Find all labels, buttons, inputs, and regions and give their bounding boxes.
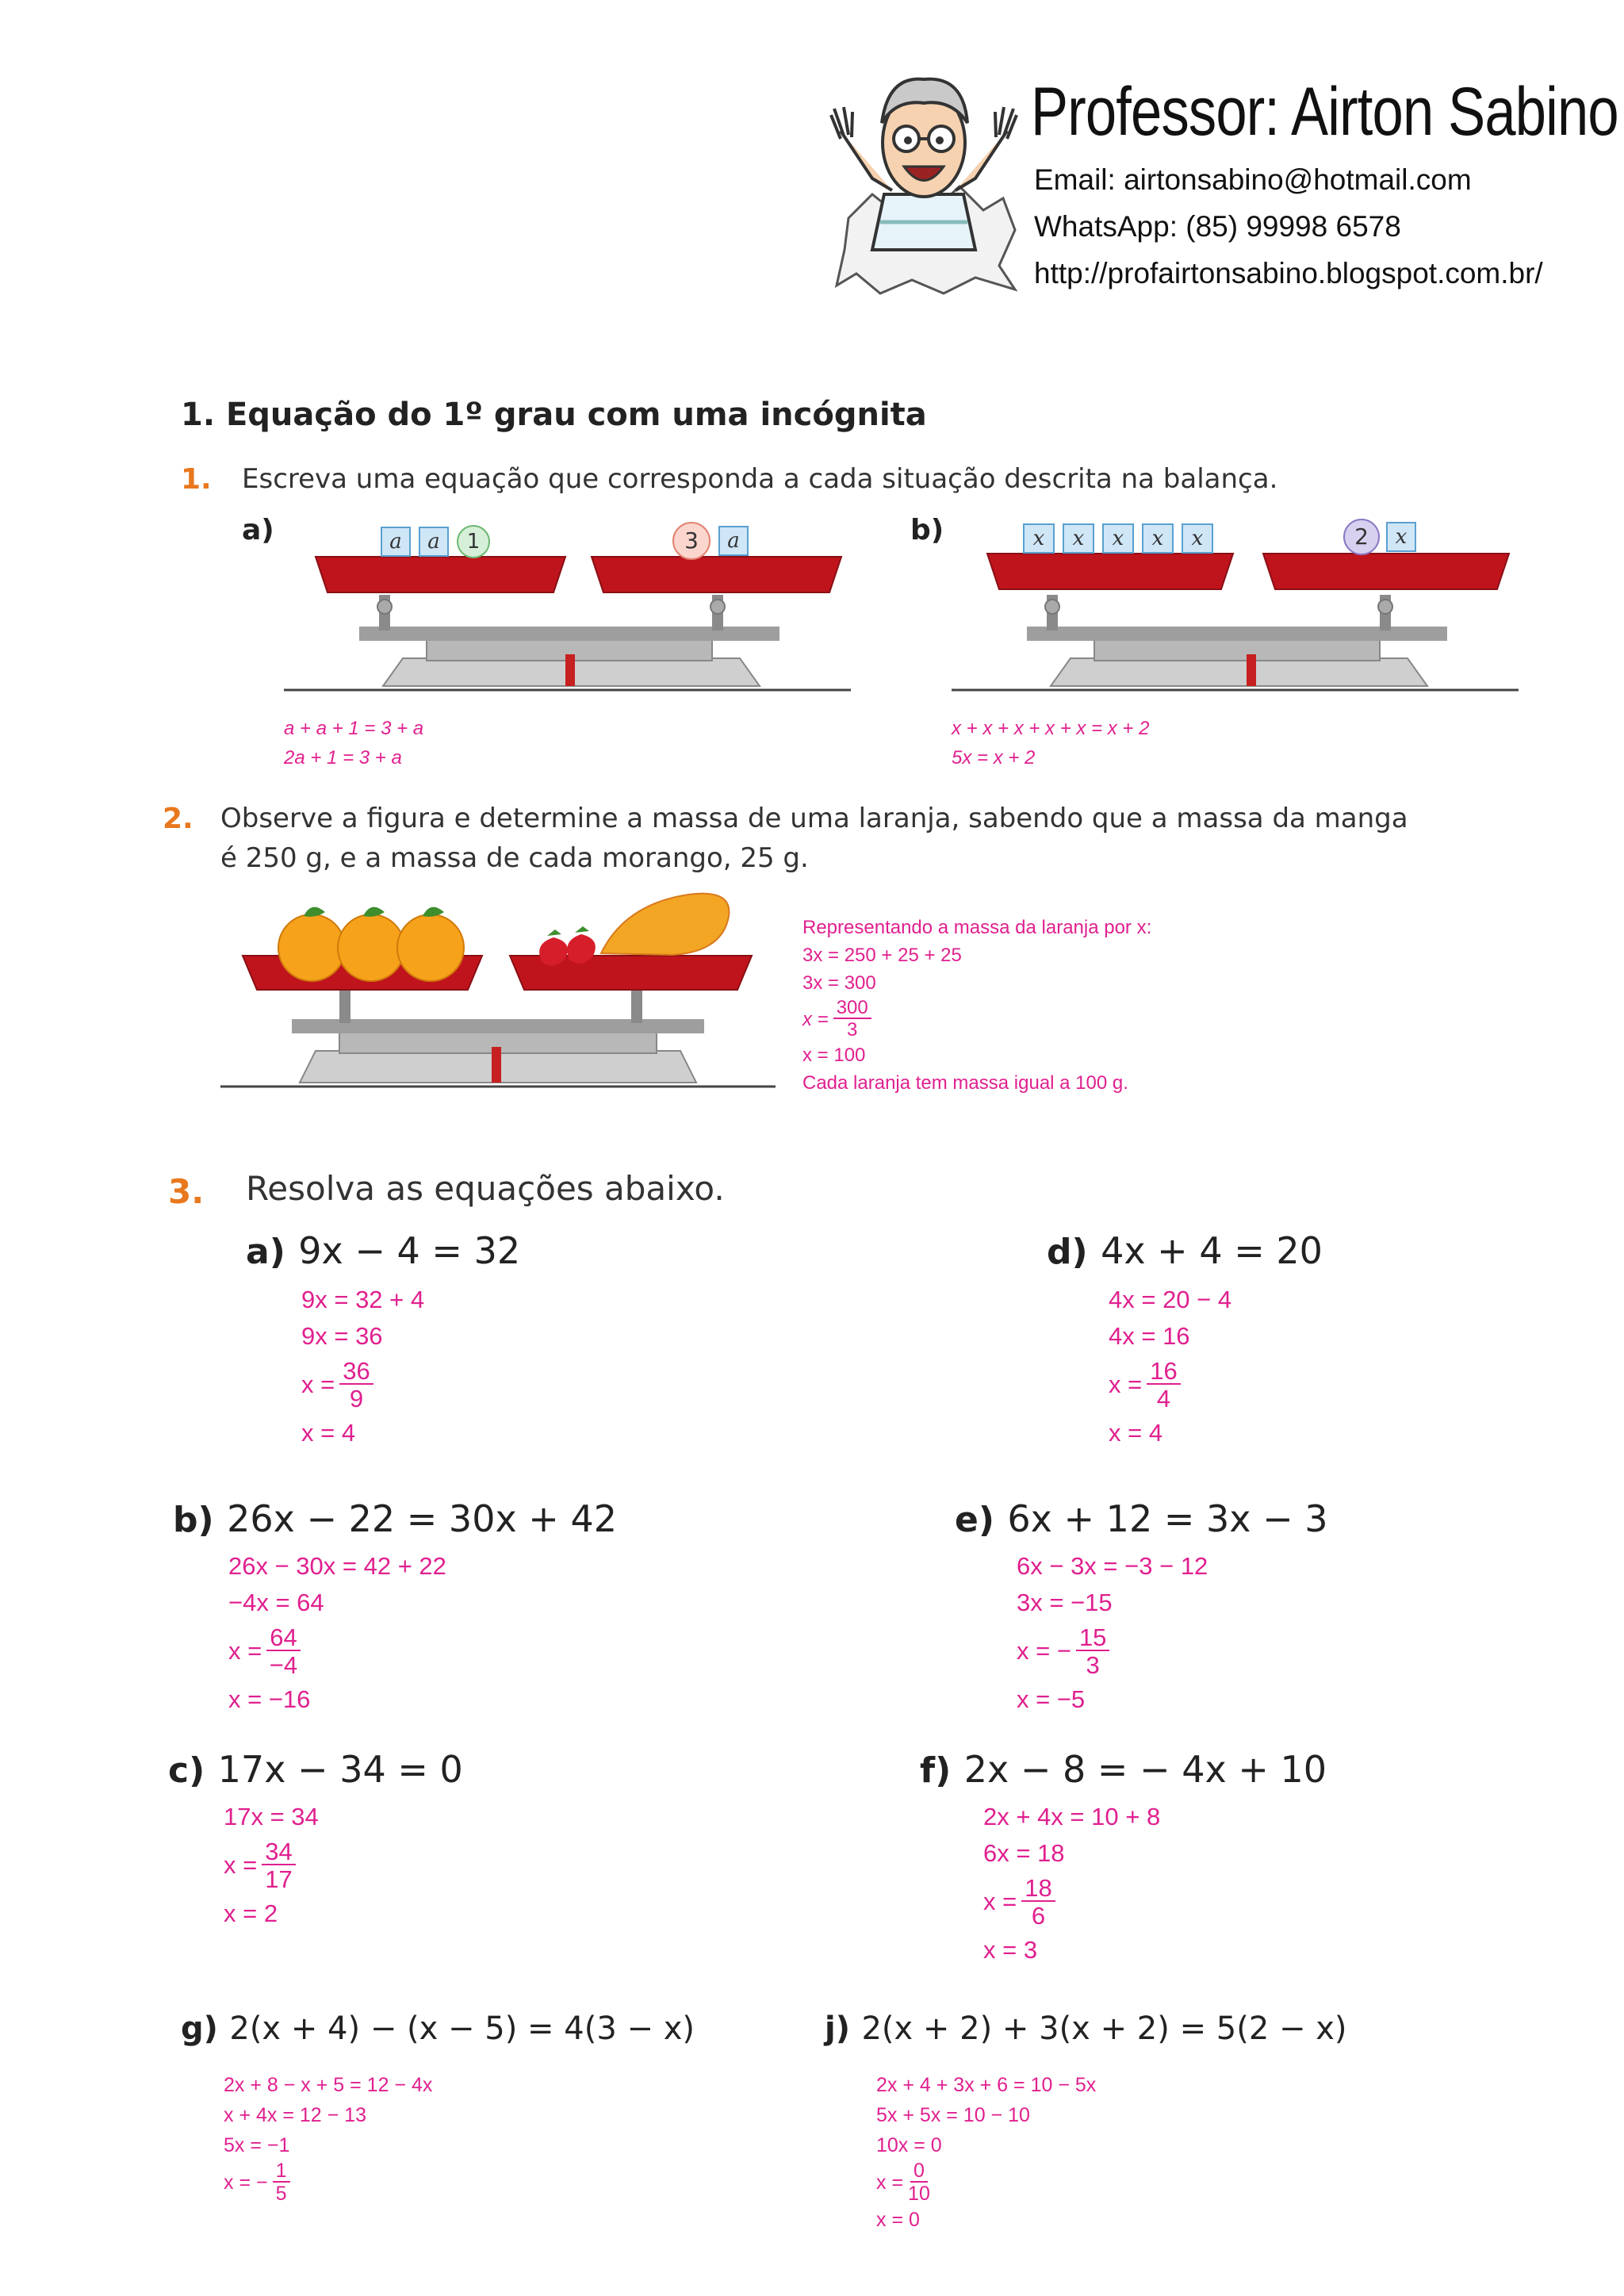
solution-line: x = −16 (228, 1685, 311, 1713)
cartoon-teacher-icon (817, 59, 1031, 297)
item-weight: 1 (457, 525, 490, 558)
solution-line: 17x = 34 (224, 1803, 319, 1830)
item-weight: 3 (672, 522, 710, 560)
solution-line: −4x = 64 (228, 1589, 324, 1616)
item-box: x (1182, 523, 1213, 554)
problem-equation: 6x + 12 = 3x − 3 (1007, 1497, 1328, 1540)
solution-line: x = −5 (1017, 1685, 1086, 1713)
question-3-text: Resolva as equações abaixo. (246, 1169, 725, 1208)
problem-label: a) (246, 1232, 285, 1272)
q1-b-solution (952, 714, 1149, 772)
question-1-text: Escreva uma equação que corresponda a cada situação descrita na balança. (242, 463, 1278, 495)
fraction: $\frac{0}{10}$ (908, 2160, 930, 2205)
balance-a-right-items (672, 522, 749, 560)
fraction: $\frac{1}{5}$ (273, 2161, 290, 2204)
solution-line: 2a + 1 = 3 + a (284, 747, 402, 769)
problem-label: g) (181, 2010, 218, 2047)
solution-f (983, 1799, 1160, 1968)
solution-fraction-line: x = $\frac{34}{17}$ (224, 1835, 319, 1895)
solution-line: 2x + 4x = 10 + 8 (983, 1803, 1161, 1830)
balance-b-left-items (1023, 523, 1213, 554)
fraction: $\frac{300}{3}$ (833, 999, 871, 1040)
teacher-email: Email: airtonsabino@hotmail.com (1034, 163, 1472, 196)
problem-label: j) (825, 2010, 850, 2047)
solution-e (1017, 1548, 1208, 1718)
solution-line: 9x = 32 + 4 (301, 1286, 425, 1313)
question-2-text-line2: é 250 g, e a massa de cada morango, 25 g. (220, 842, 809, 874)
solution-fraction-line: x = $\frac{16}{4}$ (1109, 1355, 1231, 1415)
solution-line: 3x = 250 + 25 + 25 (802, 945, 962, 966)
problem-equation: 2(x + 2) + 3(x + 2) = 5(2 − x) (861, 2010, 1347, 2047)
problem-c (168, 1748, 463, 1791)
solution-line: 5x = −1 (224, 2134, 290, 2156)
problem-g (181, 2010, 695, 2047)
problem-equation: 26x − 22 = 30x + 42 (227, 1497, 618, 1540)
solution-d (1109, 1282, 1231, 1451)
problem-b (173, 1497, 617, 1540)
fraction: $\frac{16}{4}$ (1147, 1359, 1180, 1411)
solution-fraction-line: x = $\frac{18}{6}$ (983, 1872, 1160, 1932)
fraction: $\frac{15}{3}$ (1076, 1625, 1109, 1677)
question-1-number: 1. (181, 463, 212, 496)
fraction: $\frac{34}{17}$ (262, 1839, 295, 1892)
problem-f (920, 1748, 1327, 1791)
solution-fraction-line: x = $\frac{0}{10}$ (876, 2160, 930, 2205)
solution-line: x = 2 (224, 1899, 278, 1927)
solution-line: 2x + 4 + 3x + 6 = 10 − 5x (876, 2074, 1097, 2096)
solution-c (224, 1799, 319, 1932)
problem-equation: 17x − 34 = 0 (217, 1748, 463, 1791)
item-box: a (718, 526, 749, 556)
question-2-text-line1: Observe a figura e determine a massa de uma laranja, sabendo que a massa da manga (220, 803, 1408, 834)
solution-fraction-line: x = − $\frac{1}{5}$ (224, 2160, 432, 2205)
solution-line: x + x + x + x + x = x + 2 (952, 718, 1150, 739)
balance-a-left-items (381, 525, 490, 558)
section-title: 1. Equação do 1º grau com uma incógnita (181, 397, 927, 433)
solution-line: Representando a massa da laranja por x: (802, 917, 1152, 938)
solution-line: x = 4 (1109, 1419, 1163, 1447)
problem-label: c) (168, 1750, 205, 1791)
problem-label: b) (173, 1500, 214, 1540)
solution-line: 6x − 3x = −3 − 12 (1017, 1552, 1208, 1580)
solution-j (876, 2070, 1096, 2235)
mango-icon (601, 894, 729, 955)
item-box: x (1102, 523, 1134, 554)
fruit-balance-scale (220, 888, 776, 1094)
problem-j (825, 2010, 1347, 2047)
problem-label: f) (920, 1750, 952, 1791)
teacher-whatsapp: WhatsApp: (85) 99998 6578 (1034, 210, 1401, 243)
solution-line: Cada laranja tem massa igual a 100 g. (802, 1072, 1128, 1094)
solution-fraction-line: x = − $\frac{15}{3}$ (1017, 1621, 1208, 1681)
problem-equation: 2x − 8 = − 4x + 10 (963, 1748, 1327, 1791)
item-box: a (419, 527, 449, 557)
item-box: x (1386, 522, 1416, 552)
teacher-name: Professor: Airton Sabino (1031, 74, 1618, 150)
item-weight: 2 (1343, 519, 1380, 555)
problem-d (1047, 1229, 1323, 1272)
balance-scale-a (284, 519, 855, 702)
solution-line: 9x = 36 (301, 1322, 383, 1350)
teacher-avatar (817, 59, 1031, 297)
question-2-number: 2. (163, 803, 193, 835)
solution-line: 3x = 300 (802, 972, 876, 994)
q1-a-solution (284, 714, 423, 772)
solution-line: x = 3 (983, 1936, 1038, 1964)
solution-line: 26x − 30x = 42 + 22 (228, 1552, 446, 1580)
problem-label: e) (955, 1500, 994, 1540)
solution-line: a + a + 1 = 3 + a (284, 718, 424, 739)
solution-line: 5x + 5x = 10 − 10 (876, 2104, 1030, 2126)
solution-line: 4x = 16 (1109, 1322, 1190, 1350)
solution-line: x = 0 (876, 2209, 920, 2231)
solution-fraction-line: x = $\frac{64}{-4}$ (228, 1621, 446, 1681)
solution-line: 2x + 8 − x + 5 = 12 − 4x (224, 2074, 433, 2096)
solution-line: 5x = x + 2 (952, 747, 1036, 769)
problem-equation: 2(x + 4) − (x − 5) = 4(3 − x) (229, 2010, 695, 2047)
item-box: x (1142, 523, 1174, 554)
q1-a-label: a) (242, 514, 274, 546)
solution-g (224, 2070, 432, 2205)
problem-equation: 9x − 4 = 32 (298, 1229, 521, 1272)
fraction: $\frac{18}{6}$ (1021, 1876, 1055, 1928)
solution-line: 6x = 18 (983, 1839, 1065, 1867)
solution-line: 10x = 0 (876, 2134, 942, 2156)
orange-icon (278, 907, 464, 981)
q1-b-label: b) (910, 514, 944, 546)
teacher-blog: http://profairtonsabino.blogspot.com.br/ (1034, 257, 1543, 289)
problem-equation: 4x + 4 = 20 (1101, 1229, 1323, 1272)
problem-e (955, 1497, 1328, 1540)
solution-line: x + 4x = 12 − 13 (224, 2104, 366, 2126)
fraction: $\frac{36}{9}$ (339, 1359, 373, 1411)
solution-b (228, 1548, 446, 1718)
q2-solution (802, 914, 1151, 1097)
item-box: x (1023, 523, 1055, 554)
balance-b-right-items (1343, 519, 1416, 555)
solution-line: 3x = −15 (1017, 1589, 1113, 1616)
solution-line: x = 100 (802, 1045, 866, 1066)
solution-a (301, 1282, 424, 1451)
fraction: $\frac{64}{-4}$ (266, 1625, 300, 1677)
item-box: a (381, 527, 411, 557)
solution-fraction-line: x = $\frac{36}{9}$ (301, 1355, 424, 1415)
item-box: x (1063, 523, 1094, 554)
solution-fraction-line: x = $\frac{300}{3}$ (802, 997, 1151, 1041)
question-3-number: 3. (168, 1172, 205, 1211)
solution-line: 4x = 20 − 4 (1109, 1286, 1232, 1313)
solution-line: x = 4 (301, 1419, 356, 1447)
problem-label: d) (1047, 1232, 1088, 1272)
problem-a (246, 1229, 520, 1272)
